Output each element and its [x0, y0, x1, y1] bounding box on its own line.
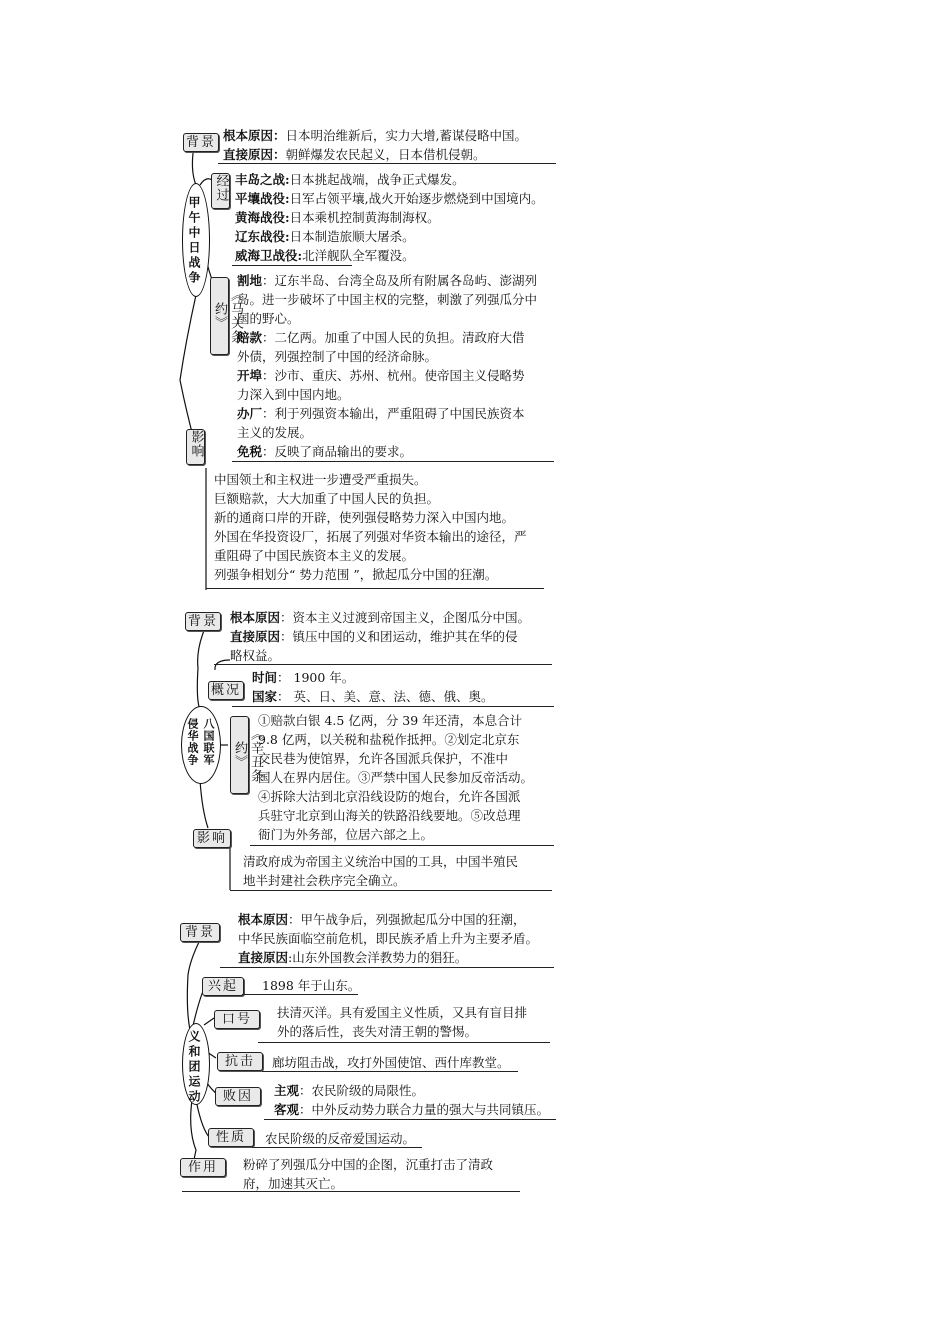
s1-treaty-5: 免税：反映了商品输出的要求。: [237, 444, 413, 459]
s1-process-underline: [232, 265, 352, 266]
s3-effect-1: 粉碎了列强瓜分中国的企图，沉重打击了清政: [243, 1157, 494, 1172]
s1-treaty-underline: [232, 461, 554, 462]
s3-background-label: 背景: [180, 923, 220, 942]
s1-treaty-4b: 主义的发展。: [237, 425, 313, 440]
s1-process-1: 丰岛之战:日本挑起战端，战争正式爆发。: [235, 172, 465, 187]
s1-process-3: 黄海战役:日本乘机控制黄海制海权。: [235, 210, 440, 225]
s1-treaty-label: 《马关条约》: [210, 277, 229, 355]
s2-background-label: 背景: [185, 612, 221, 631]
s1-impact-4: 外国在华投资设厂，拓展了列强对华资本输出的途径，严: [214, 529, 527, 544]
s3-bg-underline: [220, 967, 554, 968]
s1-impact-label: 影响: [186, 429, 205, 465]
s3-resist-text: 廊坊阻击战，攻打外国使馆、西什库教堂。: [272, 1055, 510, 1070]
s2-treaty-1: ①赔款白银 4.5 亿两，分 39 年还清，本息合计: [258, 713, 523, 728]
s2-treaty-7: 衙门为外务部，位居六部之上。: [258, 827, 434, 842]
s3-slogan-label: 口号: [214, 1010, 260, 1029]
s1-treaty-3a: 开埠：沙市、重庆、苏州、杭州。使帝国主义侵略势: [237, 368, 525, 383]
s2-overview-1: 时间： 1900 年。: [252, 670, 355, 685]
s3-nature-label: 性质: [208, 1128, 254, 1147]
s1-process-5: 威海卫战役:北洋舰队全军覆没。: [235, 248, 415, 263]
s2-treaty-5: ④拆除大沽到北京沿线设防的炮台，允许各国派: [258, 789, 521, 804]
s2-treaty-6: 兵驻守北京到山海关的铁路沿线要地。⑤改总理: [258, 808, 521, 823]
s1-process-label: 经过: [211, 173, 230, 209]
s1-impact-3: 新的通商口岸的开辟，使列强侵略势力深入中国内地。: [214, 510, 515, 525]
s2-center-title: 八国联军侵华战争: [186, 718, 215, 766]
s1-treaty-1b: 岛。进一步破坏了中国主权的完整，刺激了列强瓜分中: [237, 292, 538, 307]
s3-bg-line3: 直接原因:山东外国教会洋教势力的猖狂。: [238, 950, 468, 965]
s2-overview-2: 国家： 英、日、美、意、法、德、俄、奥。: [252, 689, 494, 704]
s3-nature-underline: [252, 1147, 422, 1148]
s2-treaty-underline: [250, 845, 554, 846]
s2-impact-label: 影响: [193, 829, 231, 848]
s1-treaty-4a: 办厂：利于列强资本输出，严重阻碍了中国民族资本: [237, 406, 525, 421]
s3-slogan-1: 扶清灭洋。具有爱国主义性质，又具有盲目排: [277, 1005, 528, 1020]
s1-treaty-2b: 外债，列强控制了中国的经济命脉。: [237, 349, 438, 364]
s2-treaty-2: 9.8 亿两，以关税和盐税作抵押。②划定北京东: [258, 732, 520, 747]
s3-nature-text: 农民阶级的反帝爱国运动。: [265, 1131, 416, 1146]
s3-rise-label: 兴起: [202, 977, 244, 996]
s2-treaty-3: 交民巷为使馆界，允许各国派兵保护，不准中: [258, 751, 509, 766]
s1-impact-1: 中国领土和主权进一步遭受严重损失。: [214, 472, 427, 487]
s2-bg-line2: 直接原因：镇压中国的义和团运动，维护其在华的侵: [230, 629, 518, 644]
s3-effect-underline: [182, 1191, 520, 1192]
s1-impact-5: 重阻碍了中国民族资本主义的发展。: [214, 548, 415, 563]
s2-overview-label: 概况: [208, 681, 244, 700]
s1-background-label: 背景: [183, 133, 219, 152]
s1-bg-line2: 直接原因：朝鲜爆发农民起义，日本借机侵朝。: [223, 147, 486, 162]
s1-impact-2: 巨额赔款，大大加重了中国人民的负担。: [214, 491, 440, 506]
s2-impact-2: 地半封建社会秩序完全确立。: [243, 873, 406, 888]
s3-resist-label: 抗击: [217, 1052, 263, 1071]
s3-effect-label: 作用: [180, 1158, 226, 1177]
s1-treaty-1a: 割地：辽东半岛、台湾全岛及所有附属各岛屿、澎湖列: [237, 273, 538, 288]
s2-bg-line3: 略权益。: [230, 648, 281, 663]
s3-slogan-2: 外的落后性，丧失对清王朝的警惕。: [277, 1024, 478, 1039]
s1-bg-line1: 根本原因：日本明治维新后，实力大增,蓄谋侵略中国。: [223, 128, 527, 143]
s3-resist-underline: [262, 1071, 518, 1072]
s3-bg-line2: 中华民族面临空前危机，即民族矛盾上升为主要矛盾。: [238, 931, 539, 946]
s3-defeat-underline: [264, 1119, 556, 1120]
s2-bg-underline: [214, 664, 552, 665]
s2-treaty-4: 国人在界内居住。③严禁中国人民参加反帝活动。: [258, 770, 534, 785]
s1-center-title: 甲午中日战争: [187, 196, 201, 286]
s1-impact-underline: [206, 588, 544, 589]
s2-impact-1: 清政府成为帝国主义统治中国的工具，中国半殖民: [243, 854, 519, 869]
s3-slogan-underline: [258, 1042, 550, 1043]
s2-bg-line1: 根本原因：资本主义过渡到帝国主义，企图瓜分中国。: [230, 610, 531, 625]
s2-overview-underline: [232, 706, 554, 707]
s1-treaty-3b: 力深入到中国内地。: [237, 387, 350, 402]
s1-bg-underline: [218, 163, 556, 164]
s2-impact-underline: [230, 890, 552, 891]
s3-center-title: 义和团运动: [187, 1030, 201, 1105]
s3-rise-underline: [242, 994, 358, 995]
s1-process-4: 辽东战役:日本制造旅顺大屠杀。: [235, 229, 415, 244]
s3-effect-2: 府，加速其灭亡。: [243, 1176, 344, 1191]
s3-defeat-2: 客观：中外反动势力联合力量的强大与共同镇压。: [274, 1102, 550, 1117]
s3-defeat-label: 败因: [215, 1087, 261, 1106]
s2-treaty-label: 《辛丑条约》: [230, 716, 249, 794]
s1-process-2: 平壤战役:日军占领平壤,战火开始逐步燃烧到中国境内。: [235, 191, 544, 206]
s1-impact-6: 列强争相划分“ 势力范围 ”，掀起瓜分中国的狂潮。: [214, 567, 498, 582]
s3-bg-line1: 根本原因：甲午战争后，列强掀起瓜分中国的狂潮，: [238, 912, 526, 927]
s3-rise-text: 1898 年于山东。: [262, 978, 361, 993]
s1-treaty-1c: 国的野心。: [237, 311, 300, 326]
s3-defeat-1: 主观：农民阶级的局限性。: [274, 1083, 425, 1098]
s1-treaty-2a: 赔款：二亿两。加重了中国人民的负担。清政府大借: [237, 330, 525, 345]
